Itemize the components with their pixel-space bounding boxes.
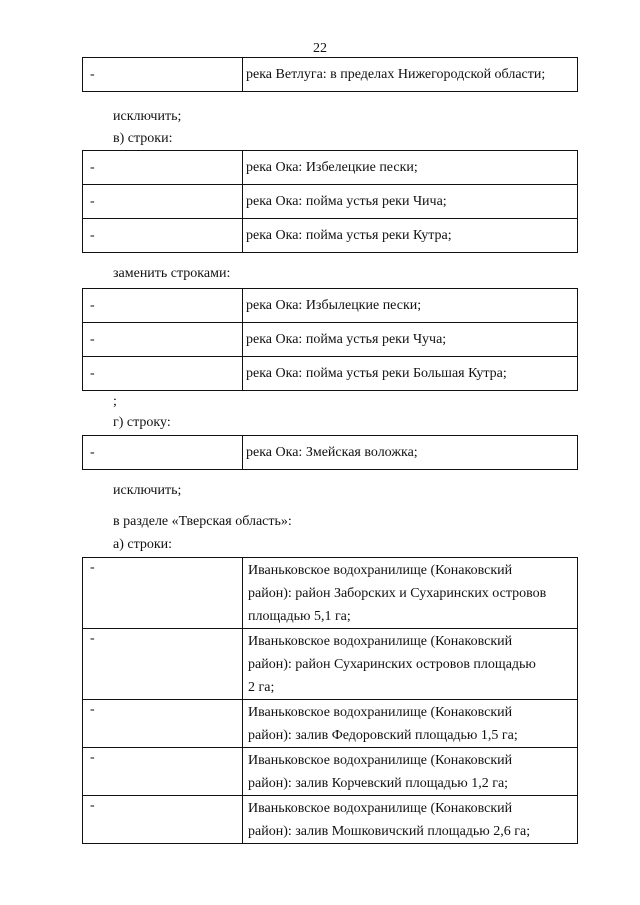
table-row [83, 796, 578, 844]
text-line: Иваньковское водохранилище (Конаковский [248, 705, 513, 720]
text-cell [243, 796, 578, 844]
table-oka-new [82, 288, 578, 391]
text-cell [243, 558, 578, 629]
text-cell: река Ока: Избелецкие пески; [243, 151, 578, 185]
table-oka-old [82, 150, 578, 253]
table-row [83, 436, 578, 470]
dash-cell: - [83, 748, 243, 796]
dash-cell: - [83, 700, 243, 748]
text-line: Иваньковское водохранилище (Конаковский [248, 563, 513, 578]
dash-cell: - [83, 185, 243, 219]
text-cell: река Ветлуга: в пределах Нижегородской области; [243, 58, 578, 92]
text-line: район): залив Корчевский площадью 1,2 га; [248, 776, 509, 791]
text-cell [243, 700, 578, 748]
dash-cell: - [83, 558, 243, 629]
table-ivankovskoe [82, 557, 578, 844]
paragraph-g-row: г) строку: [113, 415, 171, 430]
table-row [83, 700, 578, 748]
paragraph-b-rows: в) строки: [113, 131, 173, 146]
table-row [83, 151, 578, 185]
table-row [83, 323, 578, 357]
table-row [83, 219, 578, 253]
text-cell: река Ока: Змейская воложка; [243, 436, 578, 470]
dash-cell: - [83, 151, 243, 185]
dash-cell: - [83, 796, 243, 844]
text-cell: река Ока: пойма устья реки Кутра; [243, 219, 578, 253]
table-row [83, 185, 578, 219]
paragraph-exclude: исключить; [113, 109, 182, 124]
text-line: площадью 5,1 га; [248, 609, 351, 624]
text-line: Иваньковское водохранилище (Конаковский [248, 801, 513, 816]
dash-cell: - [83, 58, 243, 92]
dash-cell: - [83, 436, 243, 470]
table-vetluga [82, 57, 578, 92]
table-row [83, 357, 578, 391]
paragraph-exclude-2: исключить; [113, 483, 182, 498]
paragraph-semicolon: ; [113, 394, 117, 409]
text-line: район): район Сухаринских островов площадью [248, 657, 536, 672]
dash-cell: - [83, 323, 243, 357]
text-cell [243, 629, 578, 700]
text-cell: река Ока: пойма устья реки Большая Кутра; [243, 357, 578, 391]
text-cell [243, 748, 578, 796]
text-line: район): залив Мошковичский площадью 2,6 га; [248, 824, 531, 839]
dash-cell: - [83, 357, 243, 391]
page-number: 22 [313, 41, 327, 56]
table-row [83, 748, 578, 796]
table-row [83, 58, 578, 92]
table-row [83, 629, 578, 700]
paragraph-a-rows: а) строки: [113, 537, 173, 552]
text-line: район): район Заборских и Сухаринских островов [248, 586, 547, 601]
table-row [83, 558, 578, 629]
text-line: 2 га; [248, 680, 275, 695]
table-oka-zmeyskaya [82, 435, 578, 470]
paragraph-replace: заменить строками: [113, 266, 231, 281]
dash-cell: - [83, 289, 243, 323]
text-cell: река Ока: пойма устья реки Чича; [243, 185, 578, 219]
text-line: Иваньковское водохранилище (Конаковский [248, 753, 513, 768]
paragraph-section: в разделе «Тверская область»: [113, 514, 292, 529]
text-line: Иваньковское водохранилище (Конаковский [248, 634, 513, 649]
dash-cell: - [83, 629, 243, 700]
text-cell: река Ока: пойма устья реки Чуча; [243, 323, 578, 357]
text-line: район): залив Федоровский площадью 1,5 га; [248, 728, 518, 743]
dash-cell: - [83, 219, 243, 253]
table-row [83, 289, 578, 323]
text-cell: река Ока: Избылецкие пески; [243, 289, 578, 323]
